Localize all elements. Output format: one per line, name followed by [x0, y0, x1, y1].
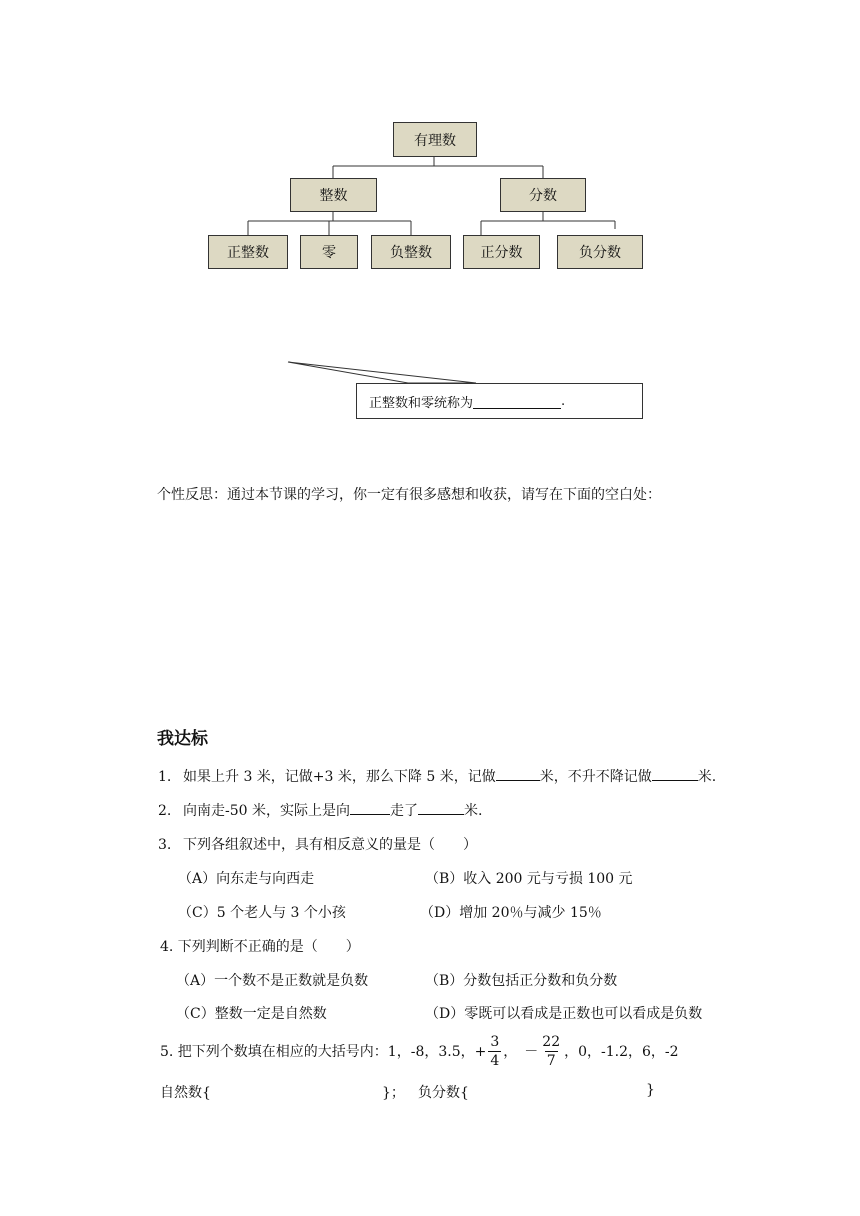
node-positive-fraction: [463, 235, 540, 269]
option-c[interactable]: （C）整数一定是自然数: [176, 1006, 327, 1022]
node-rational-number: [393, 122, 477, 157]
question-text: 向南走-50 米，实际上是向: [183, 803, 350, 819]
node-label: 正分数: [480, 245, 523, 261]
question-4: 4. 下列判断不正确的是（ ）: [160, 939, 360, 955]
natural-number-answer-area[interactable]: [218, 1082, 378, 1100]
node-label: 整数: [319, 188, 348, 204]
fraction-denominator: 4: [490, 1052, 500, 1069]
node-positive-integer: [208, 235, 288, 269]
reflection-prompt: 个性反思：通过本节课的学习，你一定有很多感想和收获，请写在下面的空白处：: [157, 487, 661, 503]
question-text: 米，不升不降记做: [539, 769, 652, 785]
set-label: 负分数{: [418, 1085, 469, 1101]
node-negative-fraction: [557, 235, 643, 269]
callout-end: .: [561, 393, 566, 409]
option-b[interactable]: （B）分数包括正分数和负分数: [425, 973, 618, 989]
answer-blank[interactable]: [350, 800, 390, 815]
fraction-numerator: 3: [490, 1033, 500, 1050]
question-3: [158, 834, 477, 854]
node-label: 正整数: [227, 245, 269, 261]
question-text: 走了: [390, 803, 418, 819]
question-text: 如果上升 3 米，记做+3 米，那么下降 5 米，记做: [183, 769, 496, 785]
fraction-twenty-two-sevenths: [540, 1035, 562, 1068]
question-number: 1.: [158, 769, 172, 785]
question-number: 2.: [158, 803, 172, 819]
negative-fraction-set: [418, 1082, 469, 1102]
fraction-denominator: 7: [546, 1052, 556, 1069]
option-b[interactable]: （B）收入 200 元与亏损 100 元: [425, 871, 633, 887]
node-negative-integer: [371, 235, 451, 269]
fraction-numerator: 22: [542, 1033, 561, 1050]
answer-blank[interactable]: [418, 800, 464, 815]
question-number: 3.: [158, 837, 172, 853]
question-1: [158, 766, 716, 786]
node-label: 零: [322, 245, 336, 261]
option-a[interactable]: （A）向东走与向西走: [178, 871, 315, 887]
node-integer: [290, 178, 377, 212]
node-label: 有理数: [414, 132, 456, 149]
callout-box: [356, 383, 643, 419]
question-text: 米.: [697, 769, 717, 785]
question-text: ， －: [503, 1044, 539, 1060]
node-label: 分数: [529, 188, 557, 204]
question-text: ，0，-1.2，6，-2: [564, 1044, 679, 1060]
fraction-three-quarters: [488, 1035, 501, 1068]
option-d[interactable]: （D）零既可以看成是正数也可以看成是负数: [425, 1006, 703, 1022]
section-title: 我达标: [157, 729, 208, 749]
callout-blank[interactable]: [473, 394, 561, 409]
answer-blank[interactable]: [496, 766, 540, 781]
node-zero: [300, 235, 358, 269]
option-c[interactable]: （C）5 个老人与 3 个小孩: [178, 905, 346, 921]
answer-blank[interactable]: [652, 766, 698, 781]
node-label: 负分数: [579, 245, 621, 261]
set-label: 自然数{: [160, 1085, 211, 1101]
question-2: [158, 800, 482, 820]
natural-number-set: [160, 1082, 211, 1102]
option-d[interactable]: （D）增加 20％与减少 15％: [420, 905, 602, 921]
question-5: [160, 1030, 679, 1072]
node-fraction: [500, 178, 586, 212]
question-text: 5. 把下列个数填在相应的大括号内：1，-8，3.5，+: [160, 1044, 487, 1060]
question-text: 米.: [464, 803, 483, 819]
node-label: 负整数: [390, 245, 432, 261]
negative-fraction-set-close: }: [646, 1082, 655, 1098]
natural-number-set-close: }；: [382, 1085, 405, 1101]
option-a[interactable]: （A）一个数不是正数就是负数: [176, 973, 369, 989]
question-text: 下列各组叙述中，具有相反意义的量是（ ）: [183, 837, 477, 853]
negative-fraction-answer-area[interactable]: [476, 1082, 642, 1100]
callout-text: 正整数和零统称为: [369, 395, 474, 411]
